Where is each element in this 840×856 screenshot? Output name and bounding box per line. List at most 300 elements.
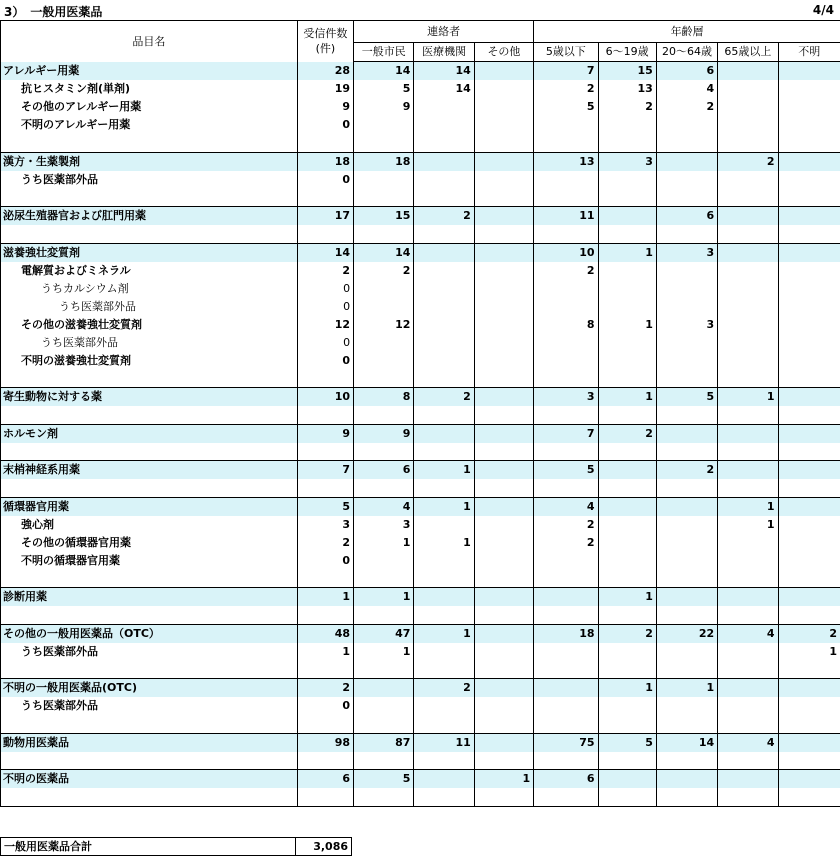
row-value: 1 (297, 588, 353, 607)
row-value (414, 697, 474, 715)
row-value (354, 443, 414, 461)
row-value (474, 479, 533, 497)
row-value (778, 207, 840, 226)
row-value (474, 262, 533, 280)
row-value (534, 298, 598, 316)
row-label (1, 715, 298, 733)
header-count: 受信件数 (件) (297, 21, 353, 62)
row-value (656, 552, 717, 570)
row-value (297, 370, 353, 388)
table-row (1, 98, 840, 116)
table-row (1, 171, 840, 189)
row-value (598, 479, 656, 497)
row-label: 泌尿生殖器官および肛門用薬 (1, 207, 298, 226)
row-label: 動物用医薬品 (1, 733, 298, 752)
row-value: 9 (354, 424, 414, 443)
row-value (354, 552, 414, 570)
row-value: 3 (354, 516, 414, 534)
row-value (778, 770, 840, 789)
row-value (598, 570, 656, 588)
row-value (414, 243, 474, 262)
row-value (778, 588, 840, 607)
row-value: 75 (534, 733, 598, 752)
row-value: 2 (718, 152, 778, 171)
row-value (414, 262, 474, 280)
row-value (297, 134, 353, 152)
row-value (778, 189, 840, 207)
row-value: 14 (414, 80, 474, 98)
row-value (534, 752, 598, 770)
row-value (778, 443, 840, 461)
row-value (414, 788, 474, 806)
row-value (354, 298, 414, 316)
row-label: 強心剤 (1, 516, 298, 534)
report-header (0, 0, 840, 22)
row-label: 診断用薬 (1, 588, 298, 607)
row-value (718, 697, 778, 715)
row-value: 2 (534, 262, 598, 280)
blank-row (1, 225, 840, 243)
row-value (414, 134, 474, 152)
row-value (474, 461, 533, 480)
section-title: 3） 一般用医薬品 (4, 3, 102, 20)
row-value (598, 443, 656, 461)
row-value (474, 697, 533, 715)
row-value (474, 243, 533, 262)
row-value: 12 (297, 316, 353, 334)
row-value (718, 352, 778, 370)
row-value (354, 352, 414, 370)
row-value (656, 788, 717, 806)
row-value (534, 643, 598, 661)
row-value (414, 770, 474, 789)
row-label (1, 606, 298, 624)
row-value (778, 298, 840, 316)
row-value (354, 697, 414, 715)
table-row (1, 497, 840, 516)
row-value (778, 661, 840, 679)
row-value: 2 (534, 534, 598, 552)
row-value (474, 334, 533, 352)
row-value (534, 552, 598, 570)
row-value (656, 570, 717, 588)
row-value (414, 715, 474, 733)
row-value: 1 (778, 643, 840, 661)
row-value (297, 661, 353, 679)
row-value (474, 207, 533, 226)
row-value (778, 497, 840, 516)
row-value (718, 715, 778, 733)
row-value (474, 715, 533, 733)
row-value (778, 225, 840, 243)
row-value (778, 62, 840, 81)
row-value: 15 (354, 207, 414, 226)
row-value (598, 697, 656, 715)
row-value (414, 189, 474, 207)
row-value: 47 (354, 624, 414, 643)
table-body (1, 62, 840, 807)
row-value (656, 516, 717, 534)
row-value: 3 (598, 152, 656, 171)
row-value: 4 (718, 733, 778, 752)
row-value (534, 697, 598, 715)
row-value: 15 (598, 62, 656, 81)
row-value (598, 770, 656, 789)
row-value (778, 134, 840, 152)
row-value: 1 (598, 679, 656, 698)
header-contact-medical: 医療機関 (414, 43, 474, 62)
row-value (656, 225, 717, 243)
row-value (474, 733, 533, 752)
row-value (778, 388, 840, 407)
row-value (656, 424, 717, 443)
row-value: 14 (354, 243, 414, 262)
row-value (656, 280, 717, 298)
row-label (1, 479, 298, 497)
row-value (598, 715, 656, 733)
row-value (354, 334, 414, 352)
table-row (1, 280, 840, 298)
row-value: 48 (297, 624, 353, 643)
row-value (718, 752, 778, 770)
row-value (778, 424, 840, 443)
row-value (354, 171, 414, 189)
row-value (354, 479, 414, 497)
row-value (598, 643, 656, 661)
row-value (297, 570, 353, 588)
row-value (598, 352, 656, 370)
row-value: 2 (534, 516, 598, 534)
row-value (778, 752, 840, 770)
row-value (534, 352, 598, 370)
row-value (656, 697, 717, 715)
row-value (598, 280, 656, 298)
row-value: 2 (656, 98, 717, 116)
row-value: 6 (534, 770, 598, 789)
table-row (1, 643, 840, 661)
row-value (534, 370, 598, 388)
row-value (778, 316, 840, 334)
row-value: 87 (354, 733, 414, 752)
row-value (718, 770, 778, 789)
table-row (1, 207, 840, 226)
row-value (656, 715, 717, 733)
blank-row (1, 570, 840, 588)
row-value (534, 116, 598, 134)
row-value (778, 370, 840, 388)
row-value (414, 171, 474, 189)
blank-row (1, 443, 840, 461)
row-value (778, 243, 840, 262)
row-label: ホルモン剤 (1, 424, 298, 443)
row-value (718, 552, 778, 570)
row-label: 不明のアレルギー用薬 (1, 116, 298, 134)
row-value (656, 643, 717, 661)
row-value (656, 189, 717, 207)
row-value (718, 588, 778, 607)
row-value (414, 443, 474, 461)
row-value (474, 116, 533, 134)
row-label: 寄生動物に対する薬 (1, 388, 298, 407)
row-value: 2 (414, 679, 474, 698)
row-value (474, 225, 533, 243)
row-value: 8 (534, 316, 598, 334)
row-value (598, 262, 656, 280)
row-value: 0 (297, 280, 353, 298)
row-value: 6 (656, 62, 717, 81)
row-value (297, 189, 353, 207)
row-value: 9 (297, 424, 353, 443)
header-age-65plus: 65歳以上 (718, 43, 778, 62)
row-value (598, 752, 656, 770)
row-value: 9 (354, 98, 414, 116)
row-value (656, 262, 717, 280)
row-value (414, 152, 474, 171)
row-value: 1 (474, 770, 533, 789)
table-row (1, 697, 840, 715)
row-value: 2 (598, 624, 656, 643)
row-value (474, 98, 533, 116)
row-value (778, 406, 840, 424)
row-value (656, 770, 717, 789)
row-value (474, 388, 533, 407)
row-value (598, 370, 656, 388)
row-value (297, 715, 353, 733)
row-value (354, 570, 414, 588)
row-value: 5 (354, 80, 414, 98)
row-label: その他の滋養強壮変質剤 (1, 316, 298, 334)
row-value (718, 225, 778, 243)
row-value (718, 461, 778, 480)
row-value (414, 570, 474, 588)
table-row (1, 552, 840, 570)
row-value: 2 (598, 98, 656, 116)
row-value: 5 (534, 461, 598, 480)
row-value (414, 406, 474, 424)
row-value: 14 (297, 243, 353, 262)
row-label (1, 189, 298, 207)
row-value: 1 (656, 679, 717, 698)
row-value (598, 534, 656, 552)
row-value (598, 606, 656, 624)
row-value (718, 116, 778, 134)
row-value: 1 (718, 516, 778, 534)
row-value: 1 (297, 643, 353, 661)
row-label: 漢方・生薬製剤 (1, 152, 298, 171)
row-value: 0 (297, 116, 353, 134)
table-row (1, 243, 840, 262)
page-number: 4/4 (813, 3, 834, 17)
row-label (1, 134, 298, 152)
row-value (598, 134, 656, 152)
row-value: 18 (354, 152, 414, 171)
row-value: 1 (414, 497, 474, 516)
row-value (598, 225, 656, 243)
row-value: 12 (354, 316, 414, 334)
row-value (474, 570, 533, 588)
row-value (297, 406, 353, 424)
row-value (778, 552, 840, 570)
row-value (414, 280, 474, 298)
row-value (718, 534, 778, 552)
row-value (474, 171, 533, 189)
row-label: 不明の循環器官用薬 (1, 552, 298, 570)
row-value: 1 (354, 643, 414, 661)
blank-row (1, 606, 840, 624)
row-value (297, 606, 353, 624)
row-value (354, 715, 414, 733)
header-age-6-19: 6～19歳 (598, 43, 656, 62)
table-row (1, 733, 840, 752)
blank-row (1, 189, 840, 207)
row-value (778, 479, 840, 497)
row-value (474, 588, 533, 607)
row-value: 1 (598, 588, 656, 607)
table-row (1, 62, 840, 81)
row-value: 1 (598, 316, 656, 334)
row-value (297, 752, 353, 770)
row-value (718, 207, 778, 226)
row-value: 14 (414, 62, 474, 81)
blank-row (1, 134, 840, 152)
row-value: 3 (297, 516, 353, 534)
table-row (1, 679, 840, 698)
table-row (1, 588, 840, 607)
row-value: 0 (297, 298, 353, 316)
table-row (1, 461, 840, 480)
header-age-20-64: 20～64歳 (656, 43, 717, 62)
row-label (1, 788, 298, 806)
row-value (414, 752, 474, 770)
row-value: 2 (297, 679, 353, 698)
blank-row (1, 479, 840, 497)
row-value (598, 406, 656, 424)
row-value (534, 570, 598, 588)
row-value (474, 752, 533, 770)
row-value (718, 679, 778, 698)
row-label (1, 370, 298, 388)
row-label: 滋養強壮変質剤 (1, 243, 298, 262)
row-label: その他の循環器官用薬 (1, 534, 298, 552)
row-value (474, 352, 533, 370)
row-value (718, 661, 778, 679)
row-value (778, 280, 840, 298)
grand-total (0, 837, 352, 856)
row-label: うちカルシウム剤 (1, 280, 298, 298)
row-value (718, 788, 778, 806)
row-value: 11 (534, 207, 598, 226)
header-age-unknown: 不明 (778, 43, 840, 62)
row-value (414, 352, 474, 370)
row-value (414, 225, 474, 243)
row-value (598, 516, 656, 534)
row-value (598, 207, 656, 226)
row-label: 循環器官用薬 (1, 497, 298, 516)
row-value (474, 298, 533, 316)
row-value: 6 (656, 207, 717, 226)
row-value (718, 189, 778, 207)
row-value (297, 788, 353, 806)
table-row (1, 334, 840, 352)
header-age-under5: 5歳以下 (534, 43, 598, 62)
row-value (718, 134, 778, 152)
row-value (778, 98, 840, 116)
table-row (1, 534, 840, 552)
row-value (414, 424, 474, 443)
row-value (414, 298, 474, 316)
row-value (598, 788, 656, 806)
row-value (474, 679, 533, 698)
table-row (1, 388, 840, 407)
row-value: 1 (598, 243, 656, 262)
row-label: 不明の医薬品 (1, 770, 298, 789)
row-value (718, 606, 778, 624)
row-value (534, 334, 598, 352)
row-value (297, 443, 353, 461)
row-value (474, 497, 533, 516)
row-value: 3 (656, 316, 717, 334)
row-value (656, 606, 717, 624)
row-value (414, 116, 474, 134)
row-value (778, 80, 840, 98)
row-value (718, 570, 778, 588)
row-label (1, 225, 298, 243)
row-value: 3 (656, 243, 717, 262)
row-value (474, 443, 533, 461)
row-value (534, 406, 598, 424)
row-value (718, 298, 778, 316)
row-value: 0 (297, 352, 353, 370)
row-value (656, 534, 717, 552)
row-value (656, 588, 717, 607)
row-value (718, 443, 778, 461)
row-value: 7 (534, 424, 598, 443)
row-label: うち医薬部外品 (1, 334, 298, 352)
row-value: 28 (297, 62, 353, 81)
row-label: 不明の滋養強壮変質剤 (1, 352, 298, 370)
row-value: 9 (297, 98, 353, 116)
row-value: 1 (354, 588, 414, 607)
row-value: 1 (354, 534, 414, 552)
row-value (354, 788, 414, 806)
row-value (718, 424, 778, 443)
row-label (1, 570, 298, 588)
row-value (354, 679, 414, 698)
row-value (656, 497, 717, 516)
row-value: 1 (414, 534, 474, 552)
table-row (1, 262, 840, 280)
row-value (534, 189, 598, 207)
row-value (354, 225, 414, 243)
row-value: 1 (598, 388, 656, 407)
row-value (656, 661, 717, 679)
row-value (354, 370, 414, 388)
row-value: 4 (656, 80, 717, 98)
row-value (474, 62, 533, 81)
row-value: 4 (354, 497, 414, 516)
row-label: アレルギー用薬 (1, 62, 298, 81)
row-label (1, 661, 298, 679)
row-value (474, 534, 533, 552)
row-value (474, 516, 533, 534)
row-value: 7 (297, 461, 353, 480)
table-row (1, 516, 840, 534)
row-value: 4 (534, 497, 598, 516)
row-value: 1 (414, 461, 474, 480)
row-value (474, 280, 533, 298)
row-value (598, 189, 656, 207)
row-value (656, 443, 717, 461)
